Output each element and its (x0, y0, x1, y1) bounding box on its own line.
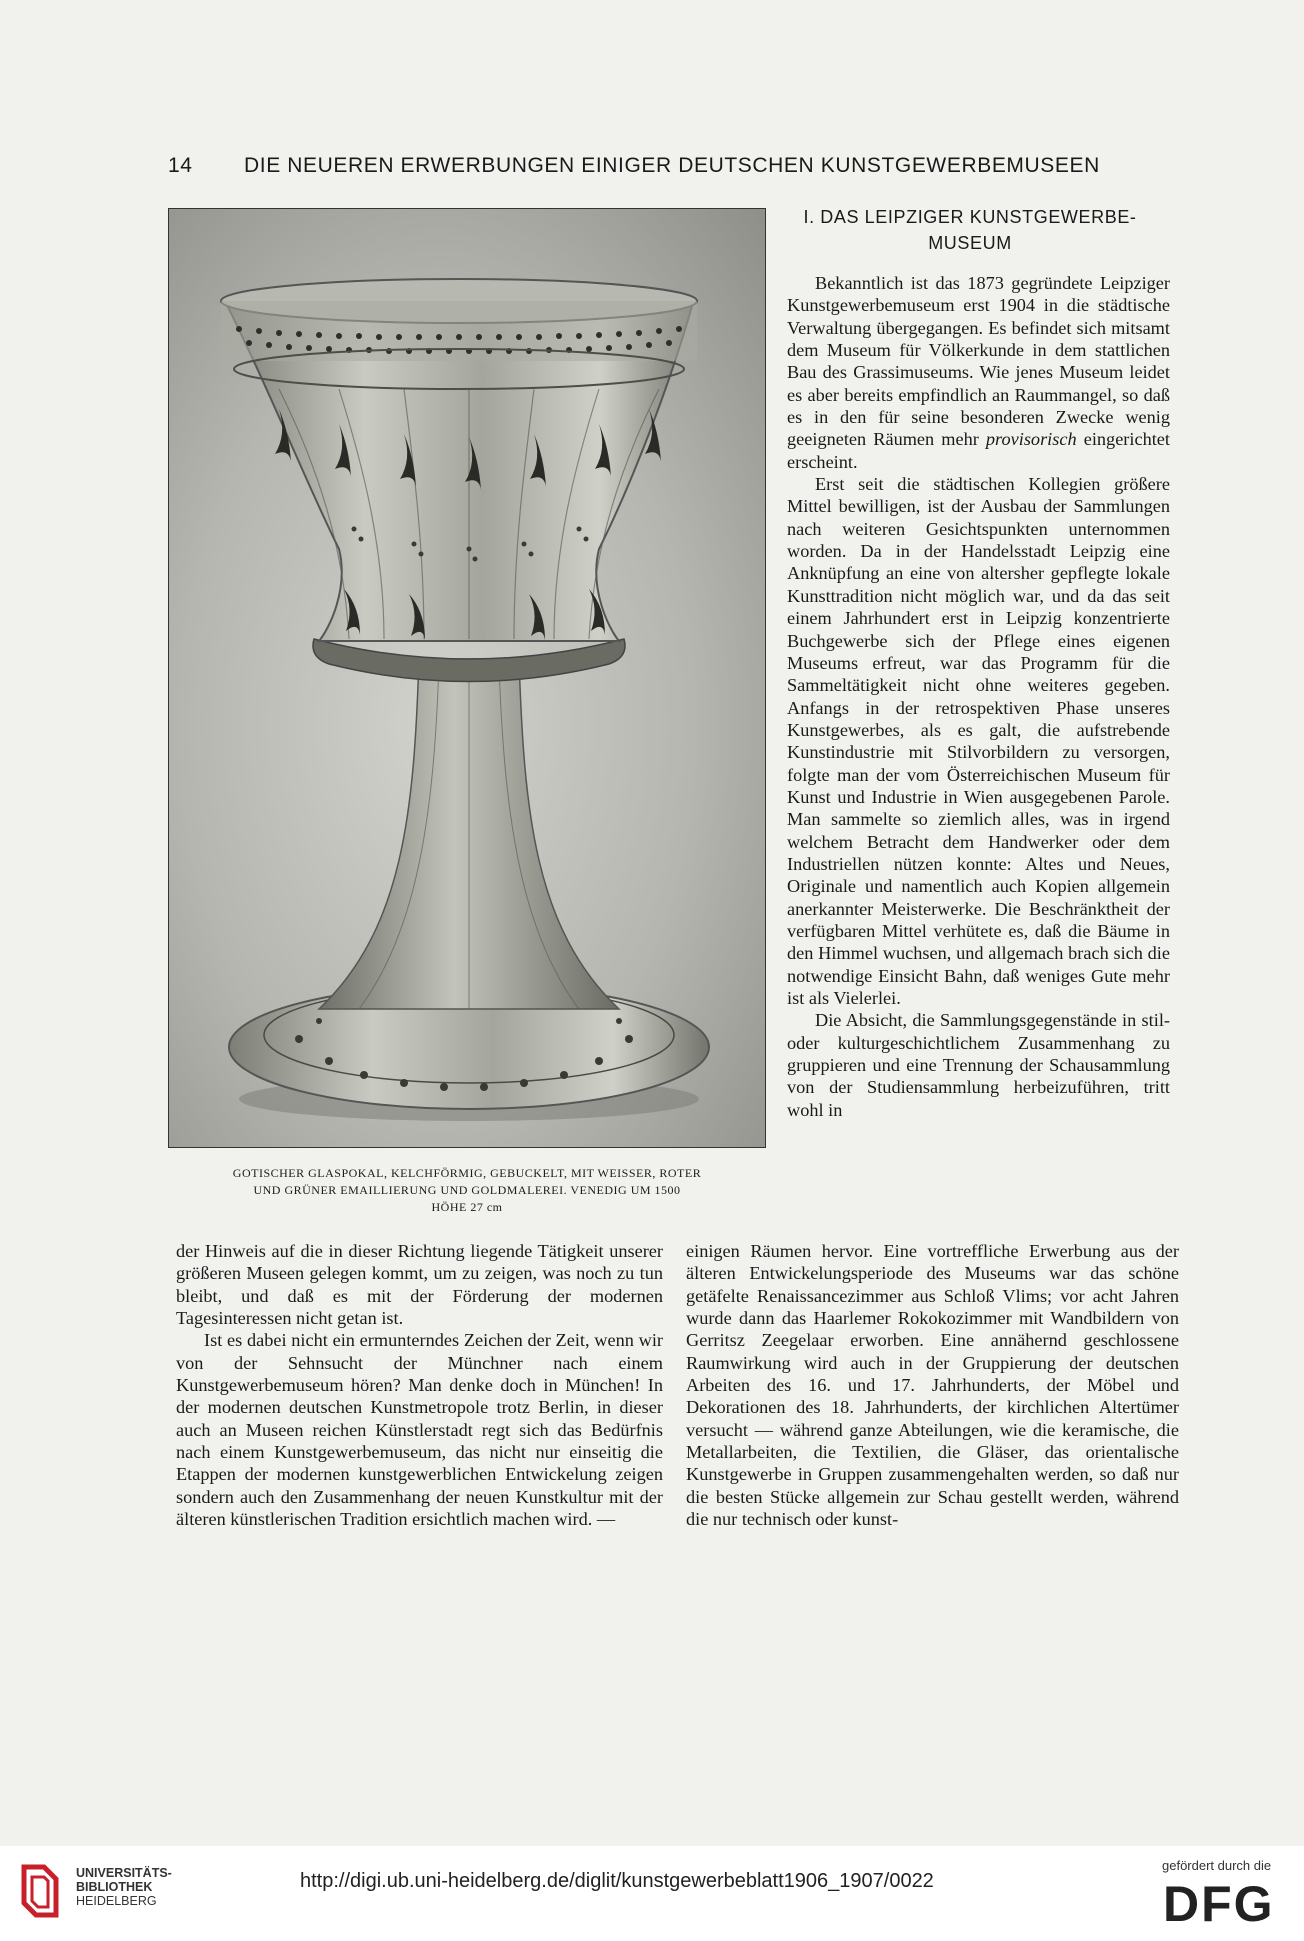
caption-line: GOTISCHER GLASPOKAL, KELCHFÖRMIG, GEBUCKELT, MIT WEISSER, ROTER (232, 1166, 702, 1180)
library-name-line: HEIDELBERG (76, 1894, 157, 1908)
text-run: Bekanntlich ist das 1873 gegründete Leipziger Kunstgewerbemuseum erst 1904 in die städtische Verwaltung übergegangen. Es befindet sich mitsamt dem Museum für Völkerkunde in dem stattlichen Bau des Grassimuseums. Wie jenes Museum leidet es aber bereits empfindlich an Raummangel, so daß es in den für seine besonderen Zwecke wenig geeigneten Räumen mehr (787, 273, 1170, 450)
caption-line: HÖHE 27 cm (431, 1200, 503, 1214)
caption-line: UND GRÜNER EMAILLIERUNG UND GOLDMALEREI. VENEDIG UM 1500 (253, 1183, 681, 1197)
permalink-url[interactable]: http://digi.ub.uni-heidelberg.de/diglit/kunstgewerbeblatt1906_1907/0022 (300, 1870, 934, 1892)
paragraph (787, 272, 1170, 473)
library-logo-icon[interactable] (18, 1861, 66, 1926)
right-column-bottom (686, 1240, 1179, 1530)
section-title-line: MUSEUM (928, 233, 1012, 253)
paragraph: Ist es dabei nicht ein ermunterndes Zeichen der Zeit, wenn wir von der Sehnsucht der Münchner nach einem Kunstgewerbemuseum hören? Man denke doch in München! In der modernen deutschen Kunstmetropole trotz Berlin, in dieser auch an Museen reichen Künstlerstadt regt sich das Bedürfnis nach einem Kunstgewerbemuseum, das nicht nur einseitig die Etappen der modernen kunstgewerblichen Entwickelung zeigen sondern auch den Zusammenhang der neuen Kunstkultur mit der älteren künstlerischen Tradition ersichtlich machen wird. — (176, 1330, 663, 1530)
paragraph: Die Absicht, die Sammlungsgegenstände in stil- oder kulturgeschichtlichem Zusammenhang zu gruppieren und eine Trennung der Schausammlung von der Studiensammlung herbeizuführen, tritt wohl in (787, 1010, 1170, 1120)
running-title: DIE NEUEREN ERWERBUNGEN EINIGER DEUTSCHEN KUNSTGEWERBEMUSEEN (244, 154, 1100, 177)
section-heading (770, 204, 1170, 256)
page-number: 14 (168, 154, 193, 177)
funded-by-label: gefördert durch die (1162, 1858, 1272, 1873)
paragraph: der Hinweis auf die in dieser Richtung liegende Tätigkeit unserer größeren Museen gelegen kommt, um zu zeigen, was noch zu tun bleibt, und daß es mit der Förderung der modernen Tagesinteressen nicht getan ist. (176, 1241, 663, 1329)
goblet-photograph (168, 208, 766, 1148)
text-run: eingerichtet erscheint. (787, 429, 1171, 472)
figure-caption (170, 1165, 764, 1216)
right-column-top (787, 272, 1170, 1121)
paragraph: Erst seit die städtischen Kollegien größere Mittel bewilligen, ist der Ausbau der Sammlungen nach weiteren Gesichtspunkten unternommen worden. Da in der Handelsstadt Leipzig eine Anknüpfung an eine von altersher gepflegte lokale Kunsttradition nicht möglich war, und da das seit einem Jahrhundert erst in Leipzig konzentrierte Buchgewerbe sich der Pflege eines eigenen Museums erfreut, war das Programm für die Sammeltätigkeit nicht ohne weiteres gegeben. Anfangs in der retrospektiven Phase unseres Kunstgewerbes, als es galt, die aufstrebende Kunstindustrie mit Stilvorbildern zu versorgen, folgte man der vom Österreichischen Museum für Kunst und Industrie in Wien ausgegebenen Parole. Man sammelte so ziemlich alles, was in irgend welchem Betracht dem Handwerker oder dem Industriellen nützen konnte: Altes und Neues, Originale und namentlich auch Kopien allgemein anerkannter Meisterwerke. Die Beschränktheit der verfügbaren Mittel verhütete es, daß die Bäume in den Himmel wuchsen, und allgemach brach sich die notwendige Einsicht Bahn, daß weniges Gute mehr ist als Vielerlei. (787, 474, 1170, 1008)
dfg-logo[interactable]: DFG (1163, 1876, 1275, 1932)
library-name[interactable] (76, 1866, 172, 1908)
library-name-line: BIBLIOTHEK (76, 1880, 153, 1894)
viewer-footer (0, 1846, 1304, 1941)
goblet-illustration (169, 209, 765, 1147)
left-column-bottom (176, 1240, 663, 1530)
italic-text-run: provisorisch (985, 429, 1077, 450)
section-title-line: I. DAS LEIPZIGER KUNSTGEWERBE- (803, 207, 1137, 227)
library-name-line: UNIVERSITÄTS- (76, 1866, 172, 1880)
paragraph: einigen Räumen hervor. Eine vortreffliche Erwerbung aus der älteren Entwickelungsperiode des Museums war das schöne getäfelte Renaissancezimmer aus Schloß Vlims; vor acht Jahren wurde dann das Haarlemer Rokokozimmer mit Wandbildern von Gerritsz Zeegelaar erworben. Eine annähernd geschlossene Raumwirkung wird auch in der Gruppierung der deutschen Arbeiten des 16. und 17. Jahrhunderts, der Möbel und Dekorationen des 18. Jahrhunderts, der kirchlichen Altertümer versucht — während ganze Abteilungen, wie die keramische, die Metallarbeiten, die Textilien, die Gläser, das orientalische Kunstgewerbe in Gruppen zusammengehalten werden, so daß nur die besten Stücke allgemein zur Schau gestellt werden, während die nur technisch oder kunst- (686, 1241, 1179, 1530)
